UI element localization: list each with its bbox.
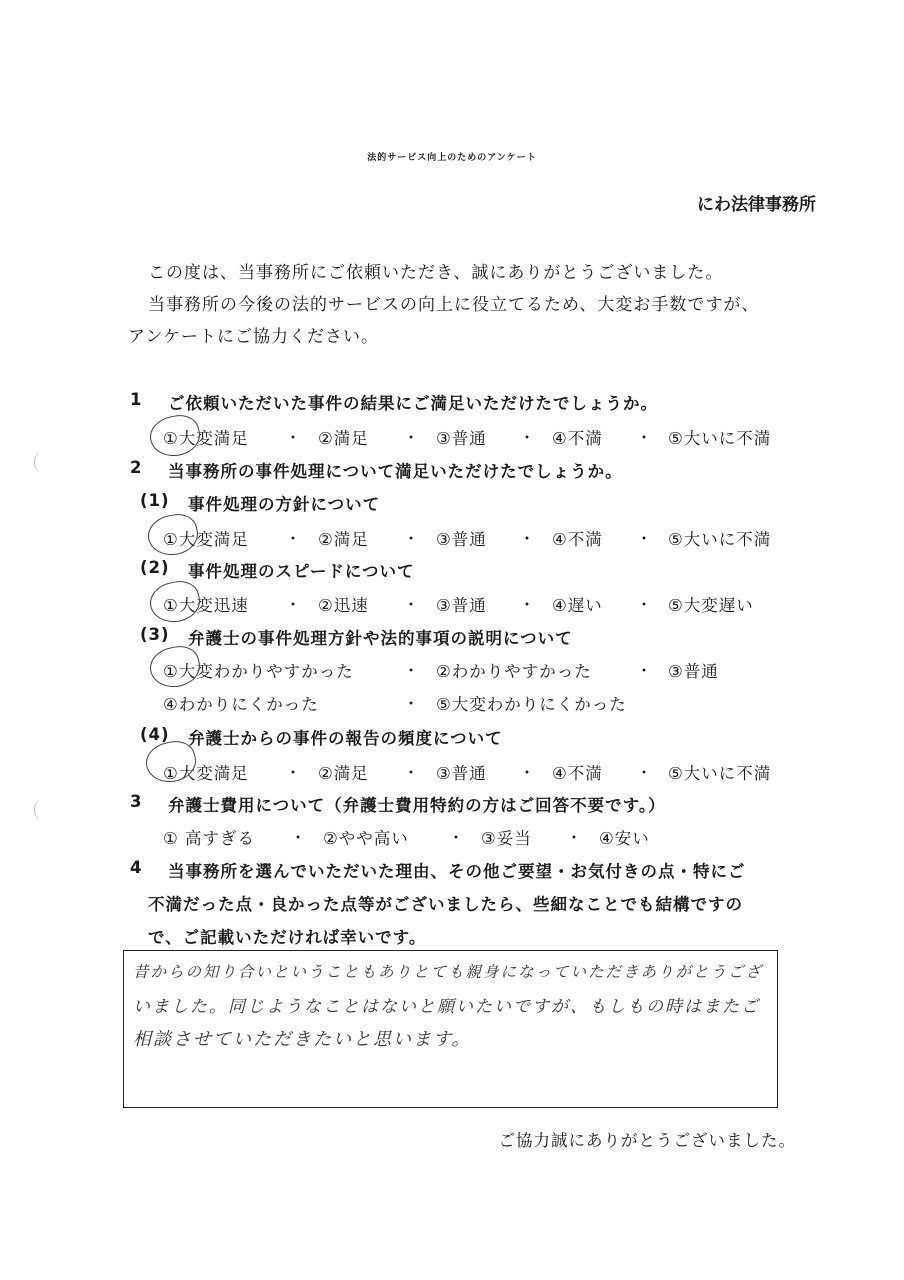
q2-2-option-1[interactable]: ①大変迅速 <box>163 596 249 615</box>
separator: ・ <box>519 595 536 614</box>
separator: ・ <box>285 595 302 614</box>
handwritten-line-3: 相談させていただきたいと思います。 <box>133 1029 472 1050</box>
separator: ・ <box>566 828 583 847</box>
q2-4-option-3[interactable]: ③普通 <box>436 764 487 783</box>
q2-2-option-2[interactable]: ②迅速 <box>318 596 369 615</box>
q2-3-option-2[interactable]: ②わかりやすかった <box>436 662 592 681</box>
q2-4-option-5[interactable]: ⑤大いに不満 <box>668 764 772 783</box>
separator: ・ <box>290 828 307 847</box>
question-1-text: ご依頼いただいた事件の結果にご満足いただけたでしょうか。 <box>168 394 658 413</box>
question-2-2-number: (2) <box>140 558 170 577</box>
question-1-number: 1 <box>130 390 143 409</box>
q3-option-1[interactable]: ① 高すぎる <box>163 829 256 848</box>
question-3-number: 3 <box>130 792 143 811</box>
question-2-3-number: (3) <box>140 625 170 644</box>
question-2-number: 2 <box>130 458 143 477</box>
handwritten-line-2: いました。同じようなことはないと願いたいですが、もしもの時はまたご <box>133 997 760 1017</box>
separator: ・ <box>636 595 653 614</box>
closing-text: ご協力誠にありがとうございました。 <box>498 1131 796 1150</box>
separator: ・ <box>519 529 536 548</box>
q2-3-option-1[interactable]: ①大変わかりやすかった <box>163 662 354 681</box>
separator: ・ <box>403 661 420 680</box>
q2-3-option-3[interactable]: ③普通 <box>668 662 719 681</box>
question-4-line-3: で、ご記載いただければ幸いです。 <box>148 928 427 947</box>
question-2-text: 当事務所の事件処理について満足いただけたでしょうか。 <box>168 462 623 481</box>
question-2-1-text: 事件処理の方針について <box>188 495 381 514</box>
separator: ・ <box>519 763 536 782</box>
handwritten-line-1: 昔からの知り合いということもありとても親身になっていただきありがとうござ <box>133 963 764 981</box>
separator: ・ <box>285 529 302 548</box>
q3-option-4[interactable]: ④安い <box>599 829 650 848</box>
separator: ・ <box>403 694 420 713</box>
q2-1-option-1[interactable]: ①大変満足 <box>163 530 249 549</box>
q2-3-option-5[interactable]: ⑤大変わかりにくかった <box>436 695 627 714</box>
page-title: 法的サービス向上のためのアンケート <box>367 153 537 163</box>
question-2-2-text: 事件処理のスピードについて <box>188 562 415 581</box>
question-4-line-2: 不満だった点・良かった点等がございましたら、些細なことでも結構ですの <box>148 895 743 914</box>
q1-option-3[interactable]: ③普通 <box>436 429 487 448</box>
q2-4-option-1[interactable]: ①大変満足 <box>163 764 249 783</box>
selection-circle <box>144 510 201 560</box>
question-2-4-text: 弁護士からの事件の報告の頻度について <box>188 729 503 748</box>
q3-option-2[interactable]: ②やや高い <box>323 829 409 848</box>
separator: ・ <box>519 428 536 447</box>
separator: ・ <box>403 763 420 782</box>
intro-line-3: アンケートにご協力ください。 <box>128 327 379 347</box>
q2-4-option-2[interactable]: ②満足 <box>318 764 369 783</box>
q2-2-option-4[interactable]: ④遅い <box>552 596 603 615</box>
separator: ・ <box>636 661 653 680</box>
q1-option-2[interactable]: ②満足 <box>318 429 369 448</box>
q2-1-option-2[interactable]: ②満足 <box>318 530 369 549</box>
q2-1-option-5[interactable]: ⑤大いに不満 <box>668 530 772 549</box>
firm-name: にわ法律事務所 <box>697 195 816 215</box>
selection-circle <box>146 642 203 692</box>
question-2-3-text: 弁護士の事件処理方針や法的事項の説明について <box>188 629 573 648</box>
question-2-4-number: (4) <box>140 725 170 744</box>
question-4-number: 4 <box>130 858 143 877</box>
q2-1-option-3[interactable]: ③普通 <box>436 530 487 549</box>
question-4-line-1: 当事務所を選んでいただいた理由、その他ご要望・お気付きの点・特にご <box>168 862 746 881</box>
punch-hole-mark <box>34 800 49 820</box>
q1-option-4[interactable]: ④不満 <box>552 429 603 448</box>
q2-1-option-4[interactable]: ④不満 <box>552 530 603 549</box>
separator: ・ <box>403 595 420 614</box>
separator: ・ <box>285 428 302 447</box>
separator: ・ <box>636 529 653 548</box>
question-2-1-number: (1) <box>140 491 170 510</box>
separator: ・ <box>403 428 420 447</box>
separator: ・ <box>636 428 653 447</box>
separator: ・ <box>448 828 465 847</box>
separator: ・ <box>285 763 302 782</box>
q1-option-1[interactable]: ①大変満足 <box>163 429 249 448</box>
punch-hole-mark <box>34 452 49 472</box>
q2-2-option-3[interactable]: ③普通 <box>436 596 487 615</box>
q3-option-3[interactable]: ③妥当 <box>481 829 532 848</box>
question-3-text: 弁護士費用について（弁護士費用特約の方はご回答不要です。） <box>168 796 666 815</box>
selection-circle <box>146 411 203 461</box>
q2-3-option-4[interactable]: ④わかりにくかった <box>163 695 319 714</box>
q2-4-option-4[interactable]: ④不満 <box>552 764 603 783</box>
q2-2-option-5[interactable]: ⑤大変遅い <box>668 596 754 615</box>
intro-line-1: この度は、当事務所にご依頼いただき、誠にありがとうございました。 <box>148 263 724 283</box>
intro-line-2: 当事務所の今後の法的サービスの向上に役立てるため、大変お手数ですが、 <box>148 295 760 315</box>
q1-option-5[interactable]: ⑤大いに不満 <box>668 429 772 448</box>
separator: ・ <box>636 763 653 782</box>
separator: ・ <box>403 529 420 548</box>
selection-circle <box>146 577 203 627</box>
